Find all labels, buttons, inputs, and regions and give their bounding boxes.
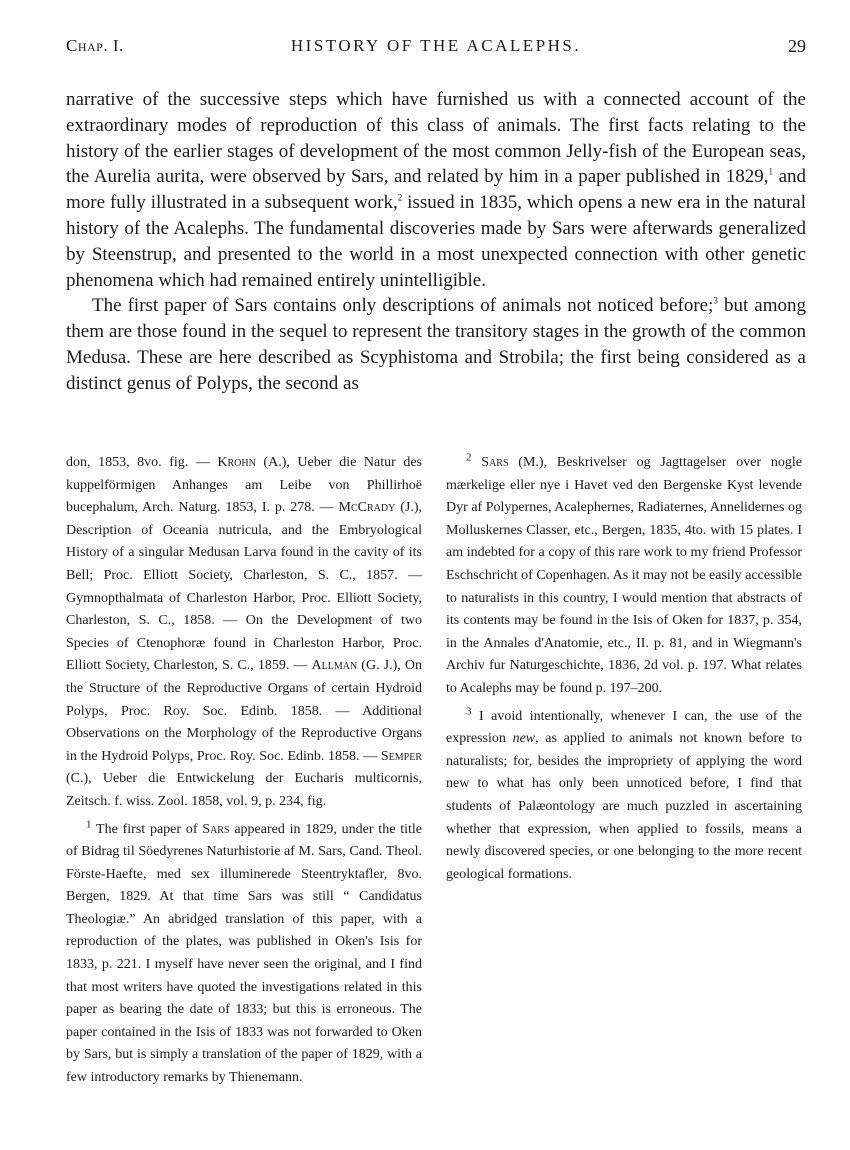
- continuation-text-b: (A.), Ueber die Natur des kuppelförmigen Anhanges am Leibe von Phillirhoë bucephalum, Arch. Naturg. 1853, I. p. 278. —: [66, 455, 422, 516]
- author-krohn: Krohn: [217, 455, 256, 470]
- paragraph-1-text-b: and more fully illustrated in a subsequent work,: [66, 166, 807, 214]
- footnote-2-author: Sars: [481, 455, 509, 470]
- footnote-1-author: Sars: [202, 821, 230, 837]
- footnote-3-text-a: I avoid intentionally, whenever I can, the use of the expression: [446, 708, 802, 747]
- footnote-3-text-b: , as applied to animals not known before to naturalists; for, besides the impropriety of applying the word new to what has only been unnoticed before, I find that students of Palæontology are much puzzled in ascertaining whether that expression, when applied to fossils, means a newly discovered species, or one belonging to the more recent geological formations.: [446, 731, 802, 882]
- paragraph-1-text-c: issued in 1835, which opens a new era in the natural history of the Acalephs. The fundamental discoveries made by Sars were afterwards generalized by Steenstrup, and presented to the world in a most unexpected connection with other genetic phenomena which had remained entirely unintelligible.: [66, 192, 806, 291]
- paragraph-2-text-b: but among them are those found in the sequel to represent the transitory stages in the growth of the common Medusa. These are here described as Scyphistoma and Strobila; the first being considered as a distinct genus of Polyps, the second as: [66, 295, 806, 394]
- footnote-2-text: (M.), Beskrivelser og Jagttagelser over nogle mærkelige eller nye i Havet ved den Bergenske Kyst levende Dyr af Polypernes, Acalephernes, Radiaternes, Annelidernes og Molluskernes Classer, etc., Bergen, 1835, 4to. with 15 plates. I am indebted for a copy of this rare work to my friend Professor Eschschricht of Copenhagen. As it may not be easily accessible to naturalists in this country, I would mention that abstracts of its contents may be found in the Isis of Oken for 1837, p. 354, in the Annales d'Anatomie, etc., II. p. 81, and in Wiegmann's Archiv fur Naturgeschichte, 1836, 2d vol. p. 197. What relates to Acalephs may be found p. 197–200.: [446, 455, 802, 696]
- footnote-1-text-a: The first paper of: [91, 821, 203, 837]
- footnote-1: [66, 819, 422, 1090]
- footnote-2-marker: 2: [466, 451, 472, 464]
- footnote-ref-1: 1: [768, 167, 774, 178]
- footnote-3-emphasis: new: [512, 731, 536, 747]
- paragraph-2-text-a: The first paper of Sars contains only descriptions of animals not noticed before;: [92, 295, 714, 317]
- paragraph-2: [66, 293, 806, 396]
- continuation-text-c: (J.), Description of Oceania nutricula, and the Embryological History of a singular Medusan Larva found in the cavity of its Bell; Proc. Elliott Society, Charleston, S. C., 1857. — Gymnopthalmata of Charleston Harbor, Proc. Elliott Society, Charleston, S. C., 1858. — On the Development of two Species of Ctenophoræ found in Charleston Harbor, Proc. Elliott Society, Charleston, S. C., 1859. —: [66, 500, 422, 674]
- footnote-2: [446, 452, 802, 701]
- footnote-column-right: [446, 452, 802, 886]
- footnotes: [66, 452, 806, 1132]
- footnote-3-marker: 3: [466, 704, 472, 717]
- main-text: [66, 87, 806, 397]
- author-mccrady: McCrady: [338, 500, 396, 516]
- continuation-text-e: (C.), Ueber die Entwickelung der Eucharis multicornis, Zeitsch. f. wiss. Zool. 1858, vol. 9, p. 234, fig.: [66, 771, 422, 809]
- continuation-text-a: don, 1853, 8vo. fig. —: [66, 455, 218, 470]
- footnote-1-marker: 1: [86, 817, 92, 830]
- footnote-column-left: [66, 452, 422, 1090]
- continuation-text-d: (G. J.), On the Structure of the Reproductive Organs of certain Hydroid Polyps, Proc. Roy. Soc. Edinb. 1858. — Additional Observations on the Morphology of the Reproductive Organs in the Hydroid Polyps, Proc. Roy. Soc. Edinb. 1858. —: [66, 658, 422, 764]
- running-title: HISTORY OF THE ACALEPHS.: [290, 36, 582, 55]
- page-number: 29: [788, 36, 806, 56]
- footnote-ref-3: 3: [713, 296, 718, 307]
- footnote-3: [446, 706, 802, 887]
- chapter-label: Chap. I.: [66, 36, 124, 55]
- paragraph-1: [66, 87, 806, 293]
- footnote-ref-2: 2: [397, 192, 403, 203]
- paragraph-1-text-a: narrative of the successive steps which have furnished us with a connected account of the extraordinary modes of reproduction of this class of animals. The first facts relating to the history of the earlier stages of development of the most common Jelly-fish of the European seas, the Aurelia aurita, were observed by Sars, and related by him in a paper published in 1829,: [66, 89, 806, 188]
- author-allman: Allman: [311, 658, 358, 674]
- footnote-1-text-b: appeared in 1829, under the title of Bidrag til Söedyrenes Naturhistorie af M. Sars, Cand. Theol. Förste-Haefte, med sex illuminerede Steentryktafler, 8vo. Bergen, 1829. At that time Sars was still “ Candidatus Theologiæ.” An abridged translation of this paper, with a reproduction of the plates, was published in Oken's Isis for 1833, p. 221. I myself have never seen the original, and I find that most writers have quoted the investigations related in this paper as bearing the date of 1833; but this is erroneous. The paper contained in the Isis of 1833 was not forwarded to Oken by Sars, but is simply a translation of the paper of 1829, with a few introductory remarks by Thienemann.: [66, 821, 422, 1086]
- author-semper: Semper: [380, 748, 422, 764]
- footnote-continuation: [66, 452, 422, 814]
- running-header: [66, 36, 806, 62]
